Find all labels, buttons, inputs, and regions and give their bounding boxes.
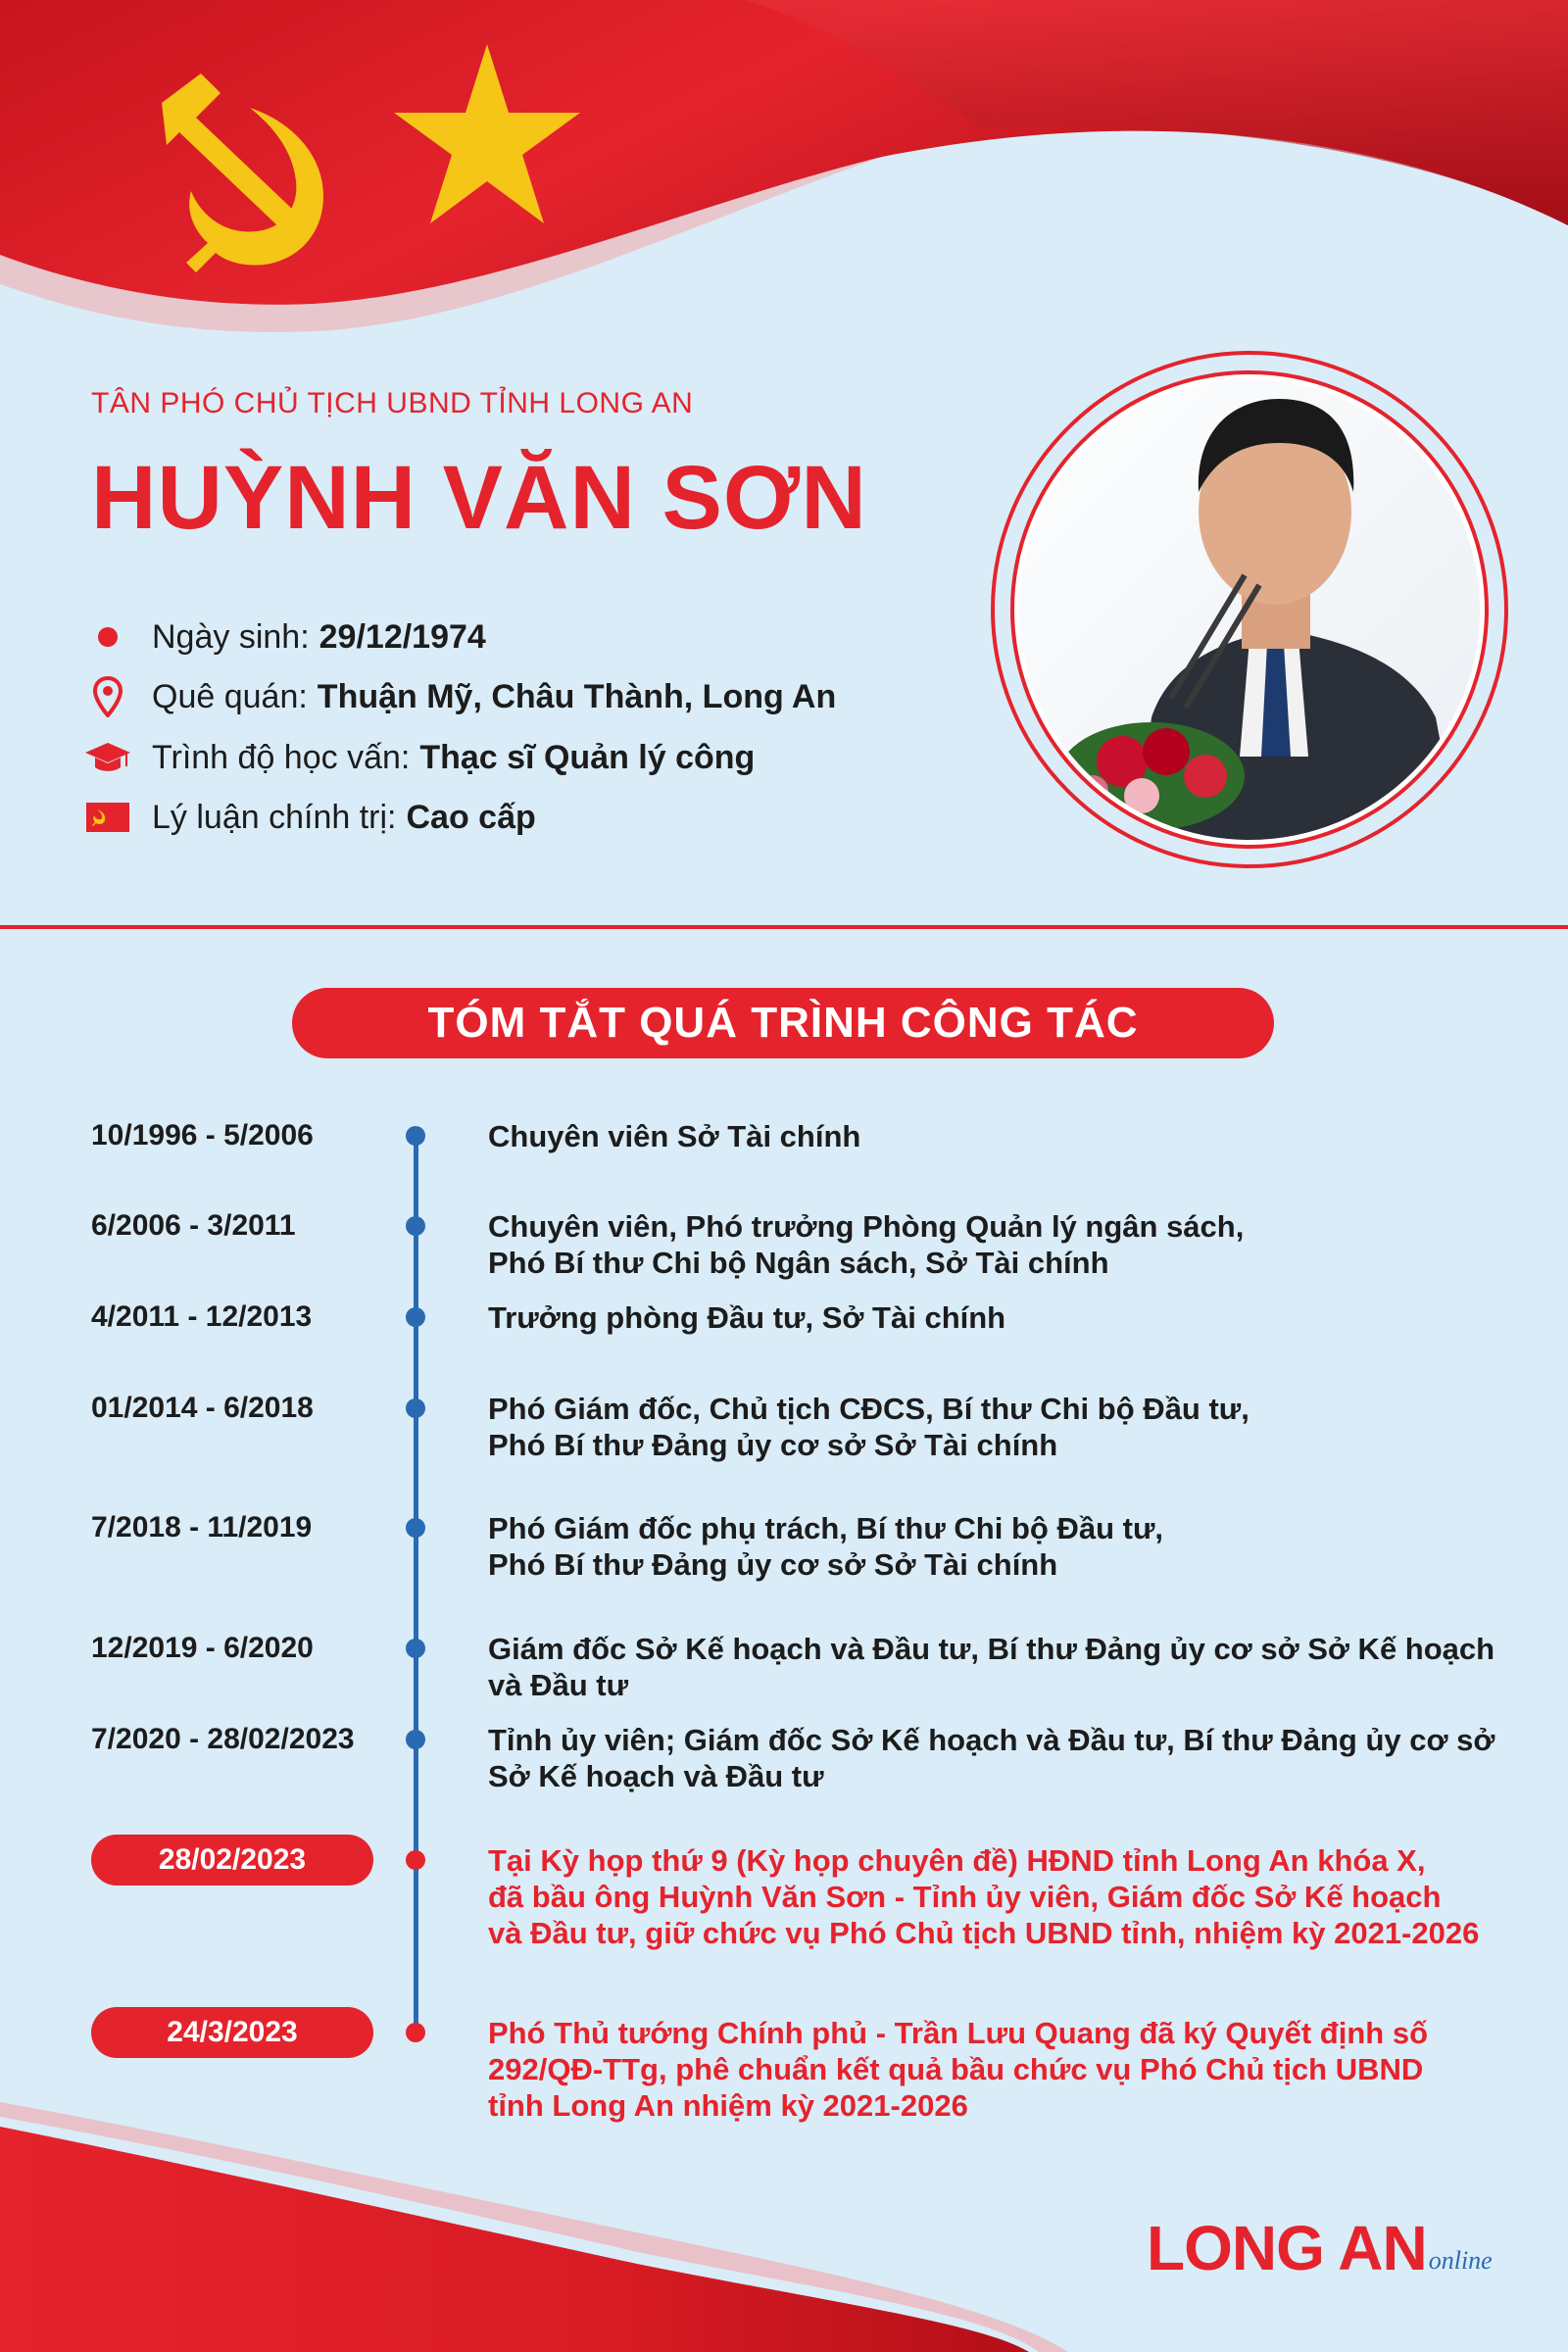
timeline-line-text: Trưởng phòng Đầu tư, Sở Tài chính xyxy=(488,1300,1006,1335)
timeline-date: 12/2019 - 6/2020 xyxy=(91,1632,314,1664)
profile-politics-row xyxy=(83,793,536,842)
timeline-line-text: và Đầu tư xyxy=(488,1668,629,1702)
timeline-description xyxy=(488,1631,1507,1703)
longan-online-logo xyxy=(1147,2213,1493,2283)
section-divider xyxy=(0,925,1568,929)
birthdate-value: 29/12/1974 xyxy=(318,617,486,656)
profile-education-row xyxy=(83,733,755,782)
timeline-dot xyxy=(406,1730,425,1749)
timeline-dot xyxy=(406,1639,425,1658)
timeline-date: 01/2014 - 6/2018 xyxy=(91,1392,314,1424)
bottom-flag-wave xyxy=(0,2058,1568,2352)
timeline-line-text: Chuyên viên, Phó trưởng Phòng Quản lý ngân sách, xyxy=(488,1209,1245,1244)
timeline-dot xyxy=(406,1216,425,1236)
timeline-description xyxy=(488,1391,1507,1463)
header-subtitle: TÂN PHÓ CHỦ TỊCH UBND TỈNH LONG AN xyxy=(91,387,694,419)
timeline-line-text: Tỉnh ủy viên; Giám đốc Sở Kế hoạch và Đầu tư, Bí thư Đảng ủy cơ sở xyxy=(488,1723,1495,1757)
timeline-description xyxy=(488,1208,1507,1281)
timeline-date: 4/2011 - 12/2013 xyxy=(91,1300,313,1333)
timeline-line-text: tỉnh Long An nhiệm kỳ 2021-2026 xyxy=(488,2088,968,2123)
timeline-date: 7/2018 - 11/2019 xyxy=(91,1511,313,1544)
timeline-description xyxy=(488,1722,1507,1794)
hometown-value: Thuận Mỹ, Châu Thành, Long An xyxy=(317,677,837,715)
timeline-date-highlight: 24/3/2023 xyxy=(91,2007,373,2058)
graduation-cap-icon xyxy=(83,733,132,782)
timeline-dot xyxy=(406,1398,425,1418)
timeline-dot xyxy=(406,1126,425,1146)
person-name: HUỲNH VĂN SƠN xyxy=(91,448,867,548)
timeline-line-text: Phó Thủ tướng Chính phủ - Trần Lưu Quang đã ký Quyết định số xyxy=(488,2016,1429,2050)
timeline-description xyxy=(488,1299,1507,1336)
timeline-line xyxy=(414,1135,418,2032)
career-summary-heading: TÓM TẮT QUÁ TRÌNH CÔNG TÁC xyxy=(292,988,1274,1058)
birthdate-label: Ngày sinh: xyxy=(152,617,310,656)
party-flag-icon xyxy=(83,793,132,842)
profile-hometown-row xyxy=(83,672,836,721)
politics-label: Lý luận chính trị: xyxy=(152,798,397,836)
logo-main-text: LONG AN xyxy=(1147,2213,1427,2283)
profile-birthdate-row xyxy=(83,612,486,662)
timeline-line-text: Giám đốc Sở Kế hoạch và Đầu tư, Bí thư Đảng ủy cơ sở Sở Kế hoạch xyxy=(488,1632,1495,1666)
timeline-description xyxy=(488,1118,1507,1154)
timeline-line-text: Tại Kỳ họp thứ 9 (Kỳ họp chuyên đề) HĐND tỉnh Long An khóa X, xyxy=(488,1843,1426,1878)
portrait-photo xyxy=(985,345,1514,874)
timeline-date: 10/1996 - 5/2006 xyxy=(91,1119,314,1152)
hometown-label: Quê quán: xyxy=(152,677,308,715)
timeline-line-text: và Đầu tư, giữ chức vụ Phó Chủ tịch UBND tỉnh, nhiệm kỳ 2021-2026 xyxy=(488,1916,1480,1950)
timeline-line-text: Phó Bí thư Đảng ủy cơ sở Sở Tài chính xyxy=(488,1428,1058,1462)
timeline-dot xyxy=(406,1518,425,1538)
timeline-description xyxy=(488,1510,1507,1583)
timeline-line-text: Phó Giám đốc phụ trách, Bí thư Chi bộ Đầu tư, xyxy=(488,1511,1164,1545)
timeline-dot xyxy=(406,1307,425,1327)
education-label: Trình độ học vấn: xyxy=(152,738,411,776)
timeline-date-highlight: 28/02/2023 xyxy=(91,1835,373,1886)
timeline-line-text: Chuyên viên Sở Tài chính xyxy=(488,1119,861,1153)
timeline-dot-highlight xyxy=(406,2023,425,2042)
timeline-line-text: Phó Bí thư Chi bộ Ngân sách, Sở Tài chính xyxy=(488,1246,1109,1280)
politics-value: Cao cấp xyxy=(406,798,536,836)
education-value: Thạc sĩ Quản lý công xyxy=(419,738,756,776)
logo-sub-text: online xyxy=(1428,2246,1493,2275)
timeline-date: 6/2006 - 3/2011 xyxy=(91,1209,296,1242)
timeline-line-text: Phó Giám đốc, Chủ tịch CĐCS, Bí thư Chi bộ Đầu tư, xyxy=(488,1392,1250,1426)
timeline-line-text: 292/QĐ-TTg, phê chuẩn kết quả bầu chức vụ Phó Chủ tịch UBND xyxy=(488,2052,1424,2086)
timeline-line-text: Phó Bí thư Đảng ủy cơ sở Sở Tài chính xyxy=(488,1547,1058,1582)
timeline-description-highlight xyxy=(488,1842,1507,1951)
location-pin-icon xyxy=(83,672,132,721)
timeline-line-text: đã bầu ông Huỳnh Văn Sơn - Tỉnh ủy viên, Giám đốc Sở Kế hoạch xyxy=(488,1880,1442,1914)
timeline-line-text: Sở Kế hoạch và Đầu tư xyxy=(488,1759,824,1793)
dot-icon xyxy=(83,612,132,662)
timeline-dot-highlight xyxy=(406,1850,425,1870)
timeline-date: 7/2020 - 28/02/2023 xyxy=(91,1723,355,1755)
